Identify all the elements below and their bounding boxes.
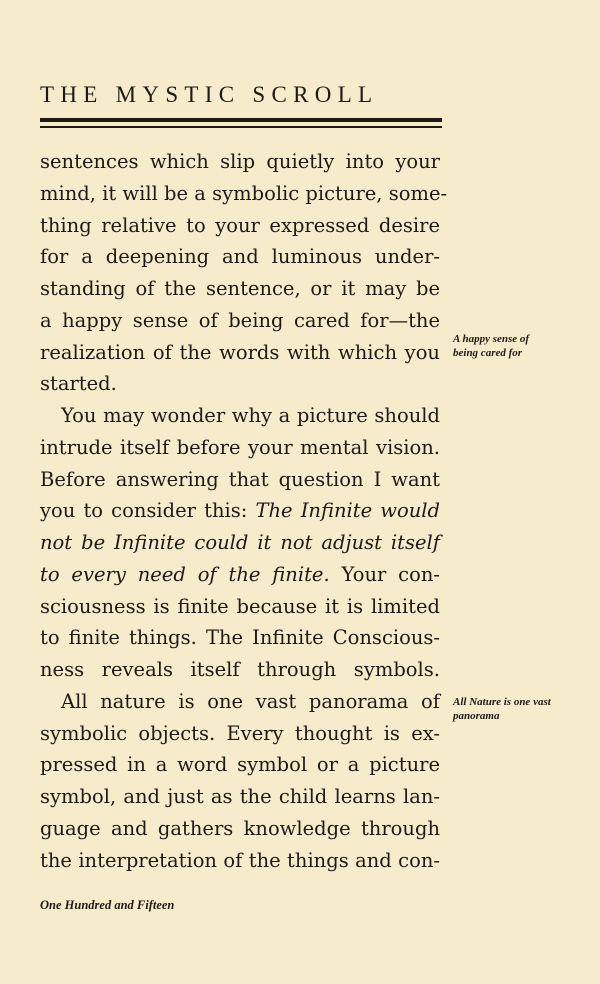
running-header: THE MYSTIC SCROLL [40,82,379,107]
text-segment: thing relative to your expressed desire [40,213,440,237]
text-line [40,531,440,555]
text-line [40,277,440,301]
text-segment: for a deepening and luminous under- [40,245,440,269]
margin-note-line: All Nature is one vast [453,696,551,708]
text-line [40,722,440,746]
header-rule-thick [40,118,442,122]
text-segment: realization of the words with which you [40,340,440,364]
text-segment: intrude itself before your mental vision. [40,435,440,459]
text-line [40,150,440,174]
header-rule-thin [40,126,442,128]
margin-note [453,332,529,360]
margin-note [453,695,551,723]
margin-note-line: A happy sense of [453,333,530,345]
text-line [40,817,440,841]
text-line [40,181,448,206]
text-line [61,404,440,428]
text-segment: mind, it will be a symbolic picture, some- [40,181,448,205]
text-segment: to finite things. The Infinite Conscious- [40,626,440,650]
text-segment: Before answering that question I want [40,467,440,491]
text-segment: sciousness is finite because it is limited [40,594,440,618]
margin-note-line: being cared for [453,347,523,359]
text-segment: All nature is one vast panorama of [61,689,440,713]
text-line [40,753,440,777]
text-segment: symbolic objects. Every thought is ex- [40,721,440,745]
text-line [40,658,440,682]
text-line [40,785,440,809]
text-segment: the interpretation of the things and con- [40,848,440,872]
text-line [40,849,440,873]
text-line [40,214,440,238]
text-line [40,309,440,333]
text-segment: pressed in a word symbol or a picture [40,753,440,777]
text-line [40,245,440,269]
text-line [40,468,440,492]
italic-text: not be Infinite could it not adjust itself [40,531,440,554]
text-segment: symbol, and just as the child learns lan- [40,785,440,808]
text-segment: guage and gathers knowledge through [40,816,440,840]
text-segment: started. [40,372,117,396]
text-segment: you to consider this: [40,499,256,523]
text-segment: sentences which slip quietly into your [40,150,440,173]
text-segment: standing of the sentence, or it may be [40,277,440,300]
text-segment: Your con- [329,562,440,586]
text-line [40,499,440,523]
text-segment: You may wonder why a picture should [61,404,440,427]
margin-note-line: panorama [453,710,500,722]
text-line [61,690,440,714]
italic-text: to every need of the finite. [40,562,330,586]
text-line [40,372,440,396]
page-number: One Hundred and Fifteen [40,898,175,912]
text-line [40,626,440,650]
italic-text: The Infinite would [255,499,441,523]
text-line [40,436,440,460]
text-line [40,595,440,619]
text-segment: a happy sense of being cared for—the [40,308,440,332]
text-line [40,563,440,587]
text-line [40,341,440,365]
text-segment: ness reveals itself through symbols. [40,658,440,681]
